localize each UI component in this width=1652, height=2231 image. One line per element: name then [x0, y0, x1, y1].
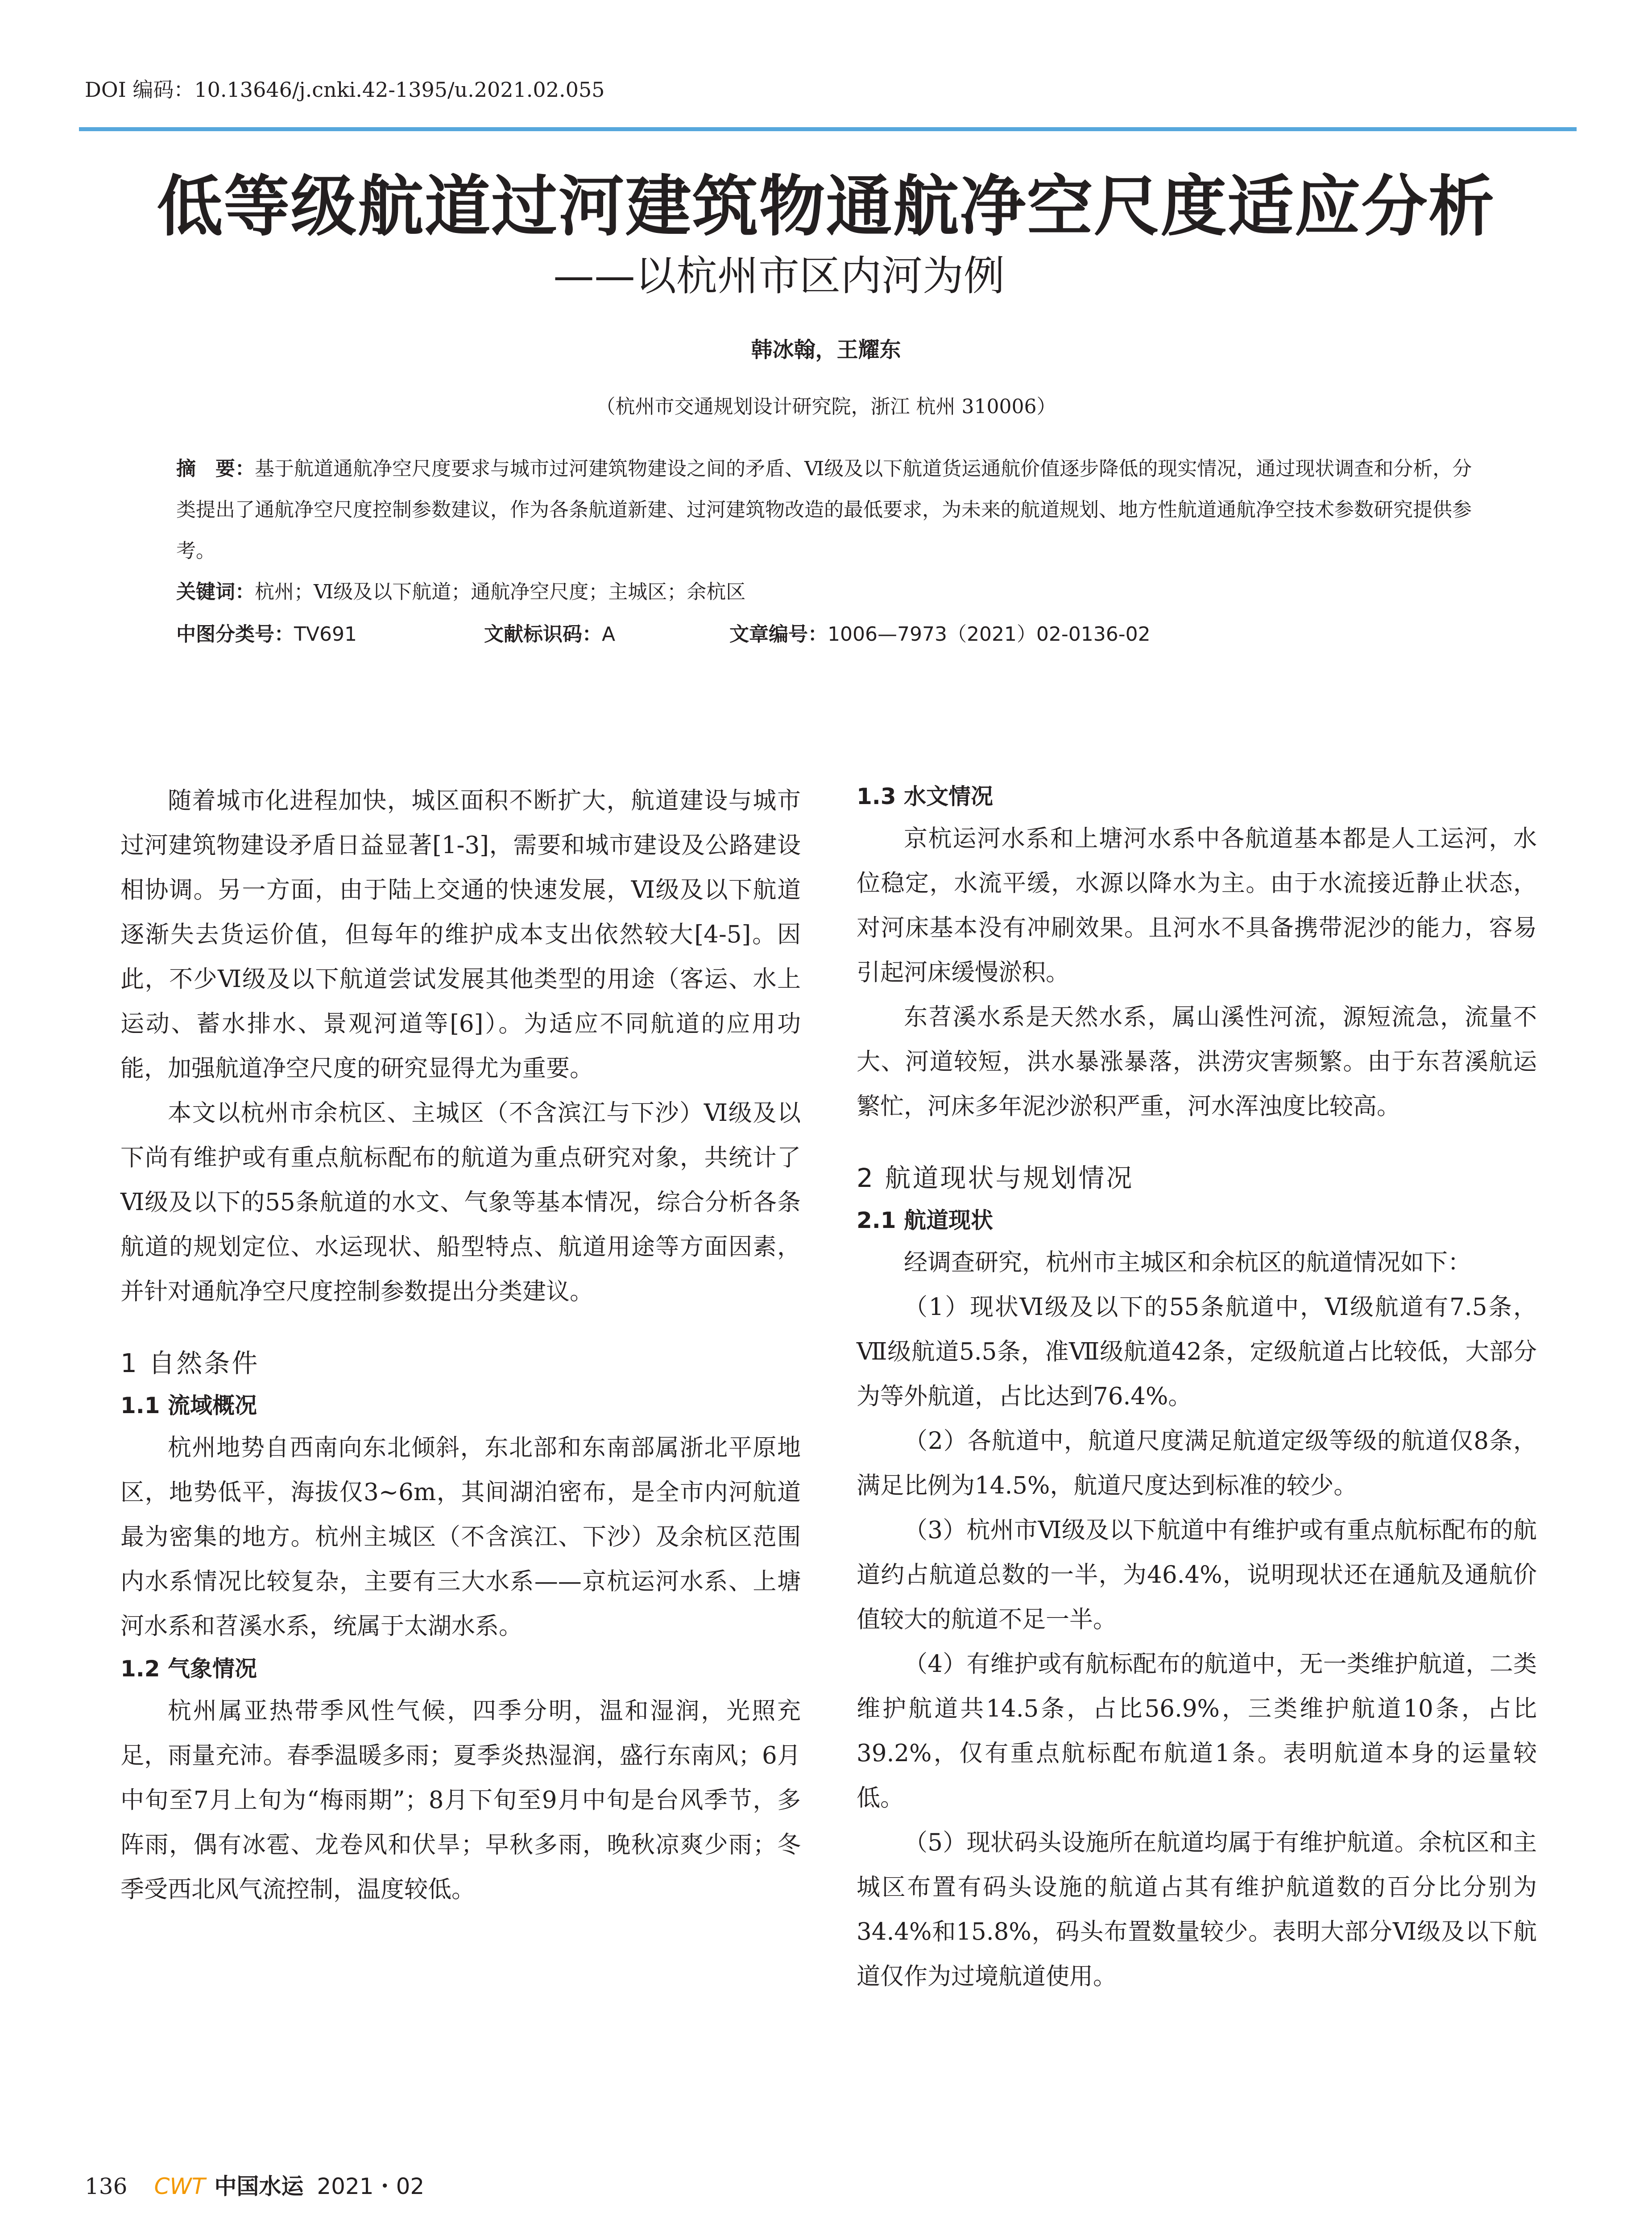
abstract: [176, 448, 1474, 572]
keywords: [176, 576, 745, 604]
list-item-3: （3）杭州市Ⅵ级及以下航道中有维护或有重点航标配布的航道约占航道总数的一半，为46.4%，说明现状还在通航及通航价值较大的航道不足一半。: [857, 1517, 1537, 1633]
intro-paragraph-2: 本文以杭州市余杭区、主城区（不含滨江与下沙）Ⅵ级及以下尚有维护或有重点航标配布的航道为重点研究对象，共统计了Ⅵ级及以下的55条航道的水文、气象等基本情况，综合分析各条航道的规划定位、水运现状、船型特点、航道用途等方面因素，并针对通航净空尺度控制参数提出分类建议。: [120, 1099, 801, 1305]
section-1-2-paragraph: 杭州属亚热带季风性气候，四季分明，温和湿润，光照充足，雨量充沛。春季温暖多雨；夏季炎热湿润，盛行东南风；6月中旬至7月上旬为“梅雨期”；8月下旬至9月中旬是台风季节，多阵雨，偶有冰雹、龙卷风和伏旱；早秋多雨，晚秋凉爽少雨；冬季受西北风气流控制，温度较低。: [120, 1697, 801, 1903]
section-1-3-paragraph-2: 东苕溪水系是天然水系，属山溪性河流，源短流急，流量不大、河道较短，洪水暴涨暴落，洪涝灾害频繁。由于东苕溪航运繁忙，河床多年泥沙淤积严重，河水浑浊度比较高。: [857, 1004, 1537, 1120]
page-number: 136: [85, 2173, 128, 2199]
article-number-label: 文章编号：: [729, 623, 828, 646]
page-footer: [85, 2169, 424, 2201]
right-column: [857, 776, 1537, 1999]
section-1-3-paragraph-1: 京杭运河水系和上塘河水系中各航道基本都是人工运河，水位稳定，水流平缓，水源以降水为主。由于水流接近静止状态，对河床基本没有冲刷效果。且河水不具备携带泥沙的能力，容易引起河床缓慢淤积。: [857, 825, 1537, 986]
abstract-text: 基于航道通航净空尺度要求与城市过河建筑物建设之间的矛盾、Ⅵ级及以下航道货运通航价值逐步降低的现实情况，通过现状调查和分析，分类提出了通航净空尺度控制参数建议，作为各条航道新建、过河建筑物改造的最低要求，为未来的航道规划、地方性航道通航净空技术参数研究提供参考。: [176, 457, 1472, 562]
classification-line: [176, 618, 1470, 647]
keywords-label: 关键词：: [176, 581, 255, 603]
doc-code-label: 文献标识码：: [484, 623, 602, 646]
brand-logo: CWT: [154, 2173, 206, 2199]
section-1-1-paragraph: 杭州地势自西南向东北倾斜，东北部和东南部属浙北平原地区，地势低平，海拔仅3~6m，其间湖泊密布，是全市内河航道最为密集的地方。杭州主城区（不含滨江、下沙）及余杭区范围内水系情况比较复杂，主要有三大水系——京杭运河水系、上塘河水系和苕溪水系，统属于太湖水系。: [120, 1434, 801, 1640]
section-1-1-heading: 1.1 流域概况: [120, 1393, 257, 1418]
section-2-1-intro: 经调查研究，杭州市主城区和余杭区的航道情况如下：: [904, 1249, 1471, 1276]
header-rule: [79, 127, 1577, 131]
section-2-1-heading: 2.1 航道现状: [857, 1207, 993, 1233]
left-column: [120, 779, 801, 1912]
section-2-heading: 2 航道现状与规划情况: [857, 1163, 1134, 1193]
section-1-2-heading: 1.2 气象情况: [120, 1656, 257, 1682]
list-item-2: （2）各航道中，航道尺度满足航道定级等级的航道仅8条，满足比例为14.5%，航道尺度达到标准的较少。: [857, 1427, 1537, 1499]
list-item-4: （4）有维护或有航标配布的航道中，无一类维护航道，二类维护航道共14.5条，占比56.9%，三类维护航道10条，占比39.2%，仅有重点航标配布航道1条。表明航道本身的运量较低。: [857, 1650, 1537, 1812]
doi-line: DOI 编码：10.13646/j.cnki.42-1395/u.2021.02.055: [85, 78, 605, 102]
article-title: 低等级航道过河建筑物通航净空尺度适应分析: [157, 168, 1495, 245]
intro-paragraph-1: 随着城市化进程加快，城区面积不断扩大，航道建设与城市过河建筑物建设矛盾日益显著[1-3]，需要和城市建设及公路建设相协调。另一方面，由于陆上交通的快速发展，Ⅵ级及以下航道逐渐失去货运价值，但每年的维护成本支出依然较大[4-5]。因此，不少Ⅵ级及以下航道尝试发展其他类型的用途（客运、水上运动、蓄水排水、景观河道等[6]）。为适应不同航道的应用功能，加强航道净空尺度的研究显得尤为重要。: [120, 787, 801, 1082]
list-item-5: （5）现状码头设施所在航道均属于有维护航道。余杭区和主城区布置有码头设施的航道占其有维护航道数的百分比分别为34.4%和15.8%，码头布置数量较少。表明大部分Ⅵ级及以下航道仅作为过境航道使用。: [857, 1829, 1537, 1990]
section-1-3-heading: 1.3 水文情况: [857, 784, 993, 809]
issue-number: 2021・02: [317, 2173, 425, 2199]
article-subtitle: ——以杭州市区内河为例: [553, 252, 1005, 300]
authors: 韩冰翰，王耀东: [751, 337, 901, 362]
affiliation: （杭州市交通规划设计研究院，浙江 杭州 310006）: [596, 395, 1056, 418]
article-number-value: 1006—7973（2021）02-0136-02: [828, 623, 1151, 646]
list-item-1: （1）现状Ⅵ级及以下的55条航道中，Ⅵ级航道有7.5条，Ⅶ级航道5.5条，准Ⅶ级航道42条，定级航道占比较低，大部分为等外航道，占比达到76.4%。: [857, 1294, 1537, 1410]
clc-label: 中图分类号：: [176, 623, 294, 646]
journal-name: 中国水运: [214, 2173, 304, 2199]
keywords-text: 杭州；Ⅵ级及以下航道；通航净空尺度；主城区；余杭区: [255, 581, 746, 603]
section-1-heading: 1 自然条件: [120, 1348, 260, 1378]
abstract-label: 摘 要：: [176, 457, 255, 480]
doc-code-value: A: [602, 623, 616, 646]
clc-value: TV691: [294, 623, 357, 646]
